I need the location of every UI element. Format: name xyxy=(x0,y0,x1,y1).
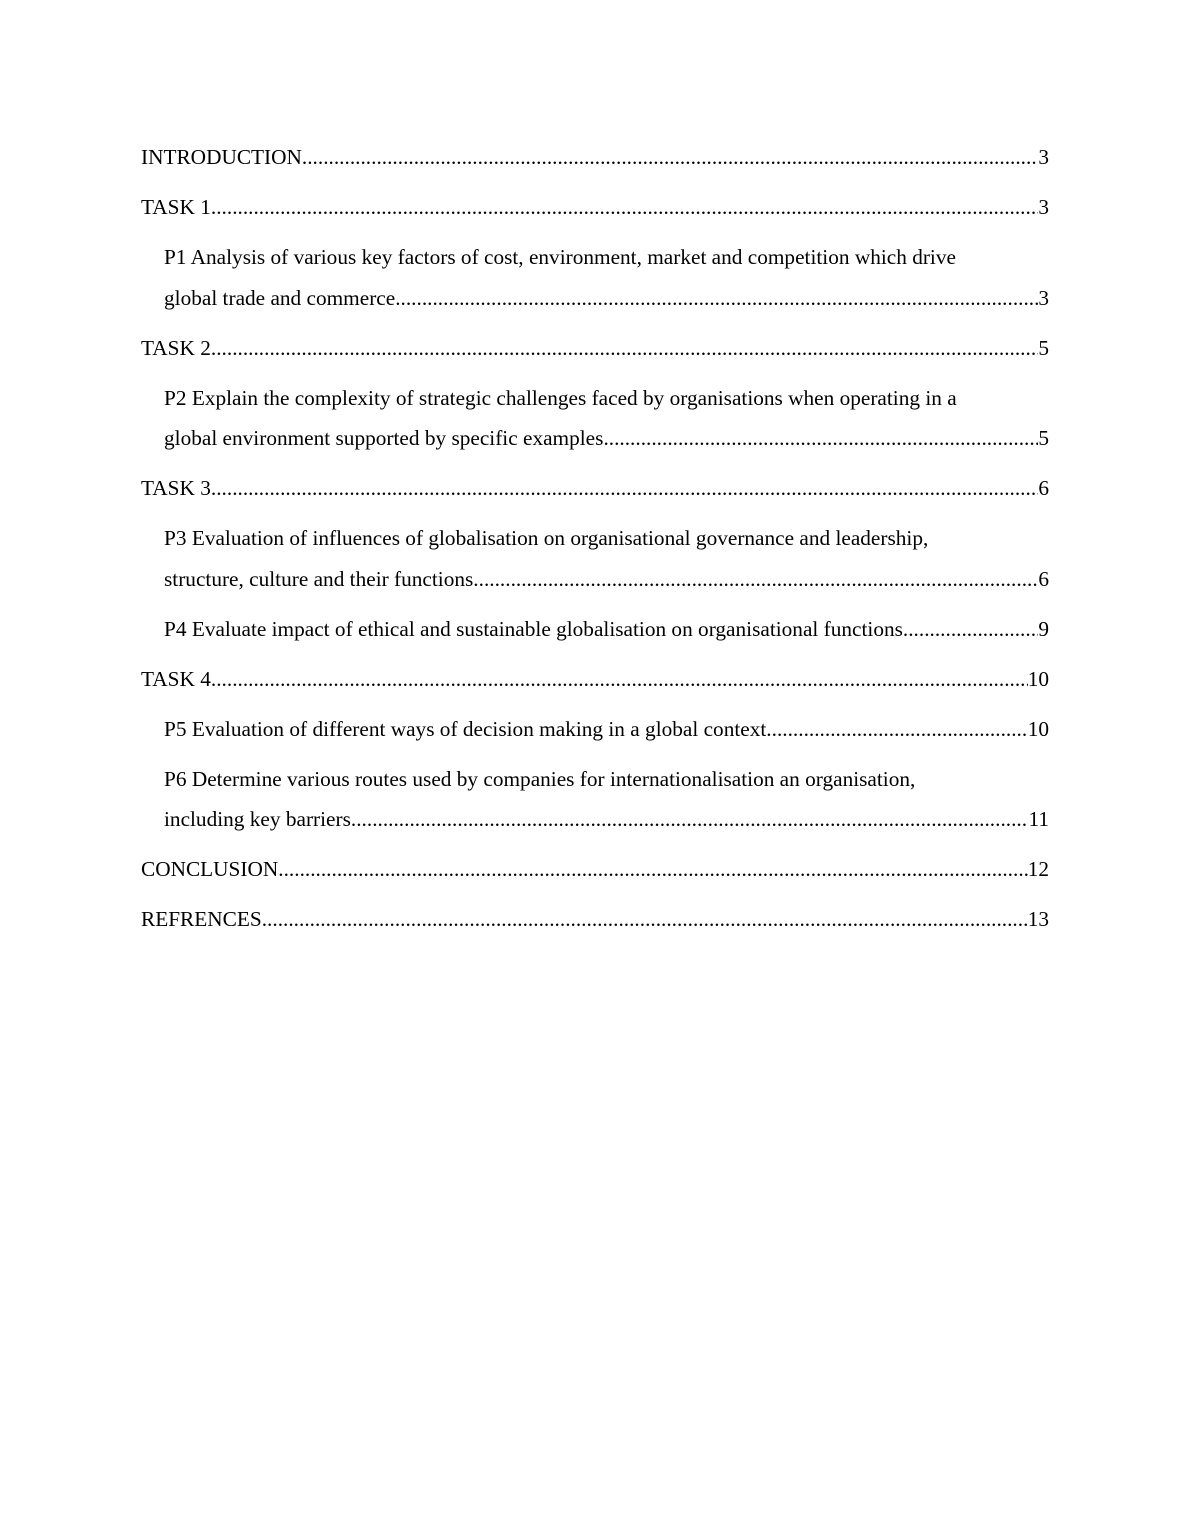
toc-entry-title: TASK 4 xyxy=(141,666,211,691)
toc-entry-title-continued: structure, culture and their functions xyxy=(164,566,474,591)
toc-leader-dots xyxy=(211,659,1028,700)
toc-page-number: 3 xyxy=(1038,145,1049,169)
toc-leader-dots xyxy=(766,709,1027,750)
toc-page-number: 13 xyxy=(1027,907,1049,931)
toc-entry-title-continued: including key barriers xyxy=(164,807,351,831)
toc-entry-title-continued: global environment supported by specific examples xyxy=(164,426,604,450)
toc-page-number: 10 xyxy=(1027,666,1049,691)
toc-entry-title: CONCLUSION xyxy=(141,857,279,881)
toc-entry-p6[interactable] xyxy=(164,759,1049,840)
toc-entry-title: P3 Evaluation of influences of globalisation on organisational governance and leadership, xyxy=(164,526,929,550)
toc-entry-p4[interactable] xyxy=(164,609,1049,650)
toc-page-number: 5 xyxy=(1038,426,1049,450)
toc-leader-dots xyxy=(603,418,1038,459)
toc-page-number: 11 xyxy=(1028,807,1049,831)
toc-page-number: 3 xyxy=(1038,195,1049,219)
toc-leader-dots xyxy=(278,849,1027,890)
toc-leader-dots xyxy=(351,799,1029,840)
toc-leader-dots xyxy=(302,137,1038,178)
toc-entry-title: P2 Explain the complexity of strategic challenges faced by organisations when operating in a xyxy=(164,385,957,410)
toc-entry-p1[interactable] xyxy=(164,237,1049,318)
toc-page-number: 9 xyxy=(1038,616,1049,641)
toc-entry-title: P4 Evaluate impact of ethical and sustainable globalisation on organisational functions xyxy=(164,616,903,641)
toc-leader-dots xyxy=(395,278,1038,319)
toc-leader-dots xyxy=(211,328,1038,369)
toc-entry-introduction[interactable] xyxy=(141,137,1049,178)
toc-entry-title: TASK 1 xyxy=(141,195,211,219)
toc-entry-title: INTRODUCTION xyxy=(141,145,302,169)
toc-entry-task-1[interactable] xyxy=(141,187,1049,228)
toc-leader-dots xyxy=(262,899,1028,940)
toc-page-number: 5 xyxy=(1038,335,1049,360)
toc-page-number: 6 xyxy=(1038,476,1049,500)
toc-entry-conclusion[interactable] xyxy=(141,849,1049,890)
toc-page-number: 10 xyxy=(1027,716,1049,741)
toc-entry-title: TASK 2 xyxy=(141,335,211,360)
table-of-contents xyxy=(141,137,1049,949)
toc-entry-task-3[interactable] xyxy=(141,468,1049,509)
toc-page-number: 3 xyxy=(1038,285,1049,310)
toc-entry-title: TASK 3 xyxy=(141,476,211,500)
toc-page-number: 12 xyxy=(1027,857,1049,881)
toc-leader-dots xyxy=(473,559,1038,600)
toc-entry-title: REFRENCES xyxy=(141,907,262,931)
toc-entry-p2[interactable] xyxy=(164,378,1049,459)
toc-page-number: 6 xyxy=(1038,566,1049,591)
toc-entry-title-continued: global trade and commerce xyxy=(164,285,396,310)
toc-entry-title: P5 Evaluation of different ways of decision making in a global context xyxy=(164,716,767,741)
toc-entry-task-2[interactable] xyxy=(141,328,1049,369)
toc-entry-p5[interactable] xyxy=(164,709,1049,750)
toc-entry-task-4[interactable] xyxy=(141,659,1049,700)
toc-leader-dots xyxy=(211,187,1038,228)
toc-leader-dots xyxy=(903,609,1038,650)
toc-entry-title: P6 Determine various routes used by companies for internationalisation an organisation, xyxy=(164,766,916,791)
toc-entry-p3[interactable] xyxy=(164,518,1049,599)
toc-entry-references[interactable] xyxy=(141,899,1049,940)
toc-leader-dots xyxy=(211,468,1038,509)
toc-entry-title: P1 Analysis of various key factors of cost, environment, market and competition which drive xyxy=(164,245,956,269)
